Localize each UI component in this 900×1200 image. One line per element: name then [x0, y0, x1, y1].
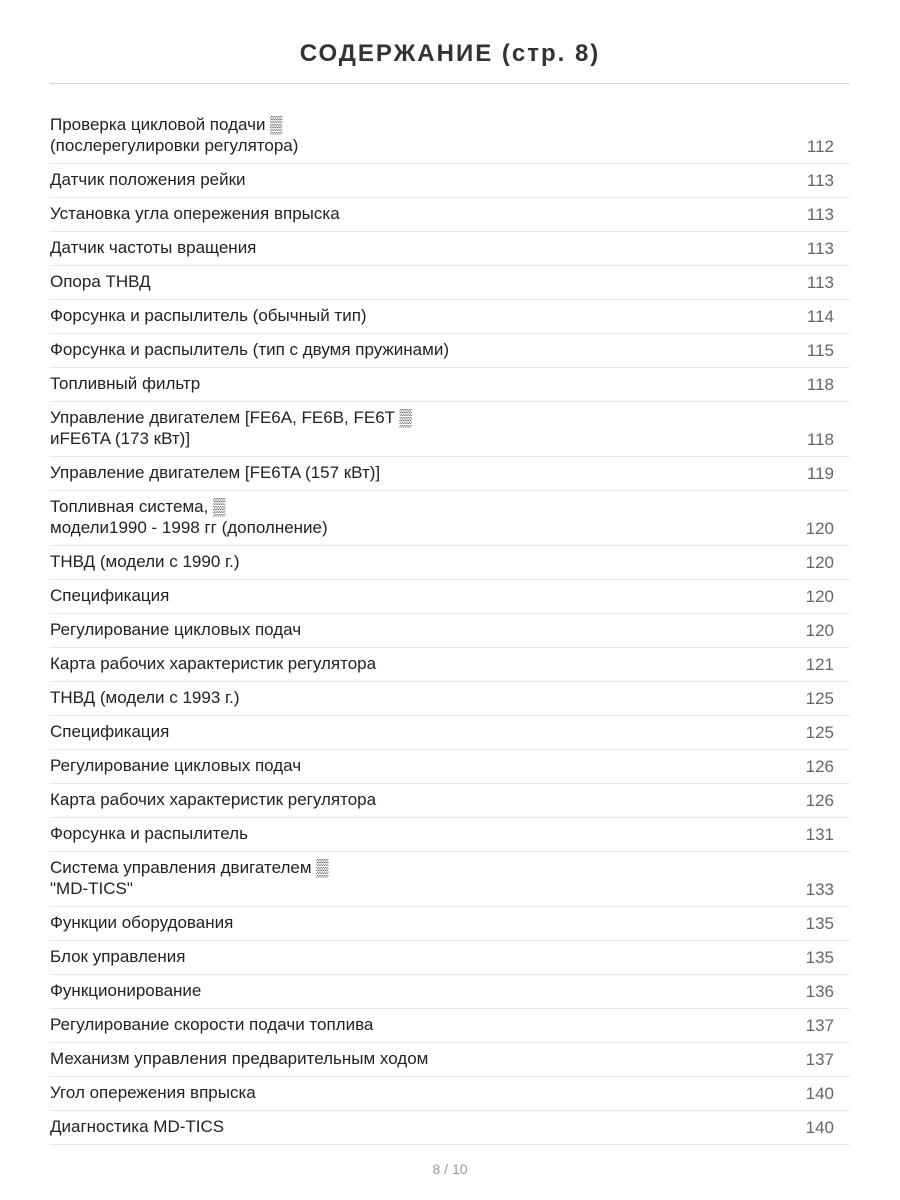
- toc-entry-title: Опора ТНВД: [50, 272, 151, 291]
- toc-entry[interactable]: [50, 716, 850, 750]
- toc-entry-title: Форсунка и распылитель (тип с двумя пружинами): [50, 340, 449, 359]
- toc-entry[interactable]: [50, 164, 850, 198]
- toc-entry-page: 120: [805, 519, 834, 538]
- toc-entry[interactable]: [50, 1077, 850, 1111]
- toc-entry[interactable]: [50, 1043, 850, 1077]
- toc-entry[interactable]: [50, 402, 850, 457]
- toc-entry-page: 113: [806, 239, 834, 258]
- toc-entry-title: Форсунка и распылитель (обычный тип): [50, 306, 367, 325]
- toc-entry-page: 135: [805, 948, 834, 967]
- toc-entry-page: 112: [806, 137, 834, 156]
- toc-entry-page: 113: [806, 273, 834, 292]
- toc-entry[interactable]: [50, 491, 850, 546]
- page-title: СОДЕРЖАНИЕ (стр. 8): [299, 40, 601, 67]
- toc-entry-page: 125: [805, 723, 834, 742]
- toc-entry[interactable]: [50, 975, 850, 1009]
- toc-entry-page: 120: [805, 553, 834, 572]
- toc-entry-title: Карта рабочих характеристик регулятора: [50, 790, 377, 809]
- toc-entry-page: 118: [806, 430, 834, 449]
- toc-entry-title: Топливная система, ▒ модели1990 - 1998 гг (дополнение): [50, 497, 328, 537]
- toc-entry[interactable]: [50, 580, 850, 614]
- toc-entry-title: Управление двигателем [FE6A, FE6B, FE6T ▒ иFE6TA (173 кВт)]: [50, 408, 412, 448]
- toc-entry[interactable]: [50, 907, 850, 941]
- toc-entry-title: Регулирование цикловых подач: [50, 620, 302, 639]
- toc-entry-page: 115: [806, 341, 834, 360]
- toc-entry[interactable]: [50, 232, 850, 266]
- toc-entry[interactable]: [50, 852, 850, 907]
- toc-entry-page: 119: [806, 464, 834, 483]
- toc-entry-title: Спецификация: [50, 586, 170, 605]
- toc-entry-page: 133: [805, 880, 834, 899]
- toc-entry-title: ТНВД (модели с 1990 г.): [50, 552, 240, 571]
- toc-entry-title: Угол опережения впрыска: [50, 1083, 256, 1102]
- toc-entry-page: 137: [805, 1050, 834, 1069]
- toc-entry-title: Механизм управления предварительным ходом: [50, 1049, 429, 1068]
- toc-entry[interactable]: [50, 266, 850, 300]
- toc-entry-title: Функции оборудования: [50, 913, 234, 932]
- toc-entry-title: ТНВД (модели с 1993 г.): [50, 688, 240, 707]
- title-divider: [50, 83, 850, 84]
- toc-entry-title: Проверка цикловой подачи ▒ (послерегулировки регулятора): [50, 115, 299, 155]
- toc-entry-title: Система управления двигателем ▒ "MD-TICS": [50, 858, 329, 898]
- toc-entry-page: 131: [805, 825, 834, 844]
- toc-entry[interactable]: [50, 198, 850, 232]
- toc-entry-title: Диагностика MD-TICS: [50, 1117, 225, 1136]
- toc-entry-page: 137: [805, 1016, 834, 1035]
- toc-entry[interactable]: [50, 546, 850, 580]
- toc-entry-title: Управление двигателем [FE6TA (157 кВт)]: [50, 463, 381, 482]
- toc-entry-title: Регулирование цикловых подач: [50, 756, 302, 775]
- toc-entry-title: Регулирование скорости подачи топлива: [50, 1015, 374, 1034]
- toc-entry-page: 114: [806, 307, 834, 326]
- toc-entry-page: 113: [806, 171, 834, 190]
- toc-entry[interactable]: [50, 457, 850, 491]
- toc-entry[interactable]: [50, 682, 850, 716]
- toc-entry[interactable]: [50, 614, 850, 648]
- toc-entry[interactable]: [50, 1111, 850, 1145]
- toc-entry-page: 140: [805, 1118, 834, 1137]
- toc-entry[interactable]: [50, 1009, 850, 1043]
- toc-entry[interactable]: [50, 334, 850, 368]
- toc-entry[interactable]: [50, 648, 850, 682]
- toc-entry-page: 118: [806, 375, 834, 394]
- toc-entry-page: 120: [805, 621, 834, 640]
- toc-entry-page: 126: [805, 791, 834, 810]
- toc-entry-title: Топливный фильтр: [50, 374, 201, 393]
- toc-entry-title: Датчик частоты вращения: [50, 238, 257, 257]
- toc-entry-title: Установка угла опережения впрыска: [50, 204, 340, 223]
- toc-entry[interactable]: [50, 368, 850, 402]
- toc-list: [50, 109, 850, 1145]
- toc-entry[interactable]: [50, 300, 850, 334]
- toc-entry-title: Функционирование: [50, 981, 202, 1000]
- toc-entry-title: Блок управления: [50, 947, 186, 966]
- toc-entry-page: 121: [805, 655, 834, 674]
- page-pagination: 8 / 10: [432, 1161, 468, 1177]
- toc-entry[interactable]: [50, 109, 850, 164]
- toc-entry[interactable]: [50, 941, 850, 975]
- toc-entry-title: Форсунка и распылитель: [50, 824, 248, 843]
- toc-entry-title: Карта рабочих характеристик регулятора: [50, 654, 377, 673]
- toc-entry-page: 135: [805, 914, 834, 933]
- toc-entry-page: 125: [805, 689, 834, 708]
- toc-entry[interactable]: [50, 784, 850, 818]
- toc-entry-page: 126: [805, 757, 834, 776]
- toc-entry-page: 140: [805, 1084, 834, 1103]
- toc-entry-page: 136: [805, 982, 834, 1001]
- toc-entry-title: Датчик положения рейки: [50, 170, 246, 189]
- toc-entry[interactable]: [50, 750, 850, 784]
- toc-entry[interactable]: [50, 818, 850, 852]
- toc-entry-page: 113: [806, 205, 834, 224]
- toc-entry-title: Спецификация: [50, 722, 170, 741]
- toc-entry-page: 120: [805, 587, 834, 606]
